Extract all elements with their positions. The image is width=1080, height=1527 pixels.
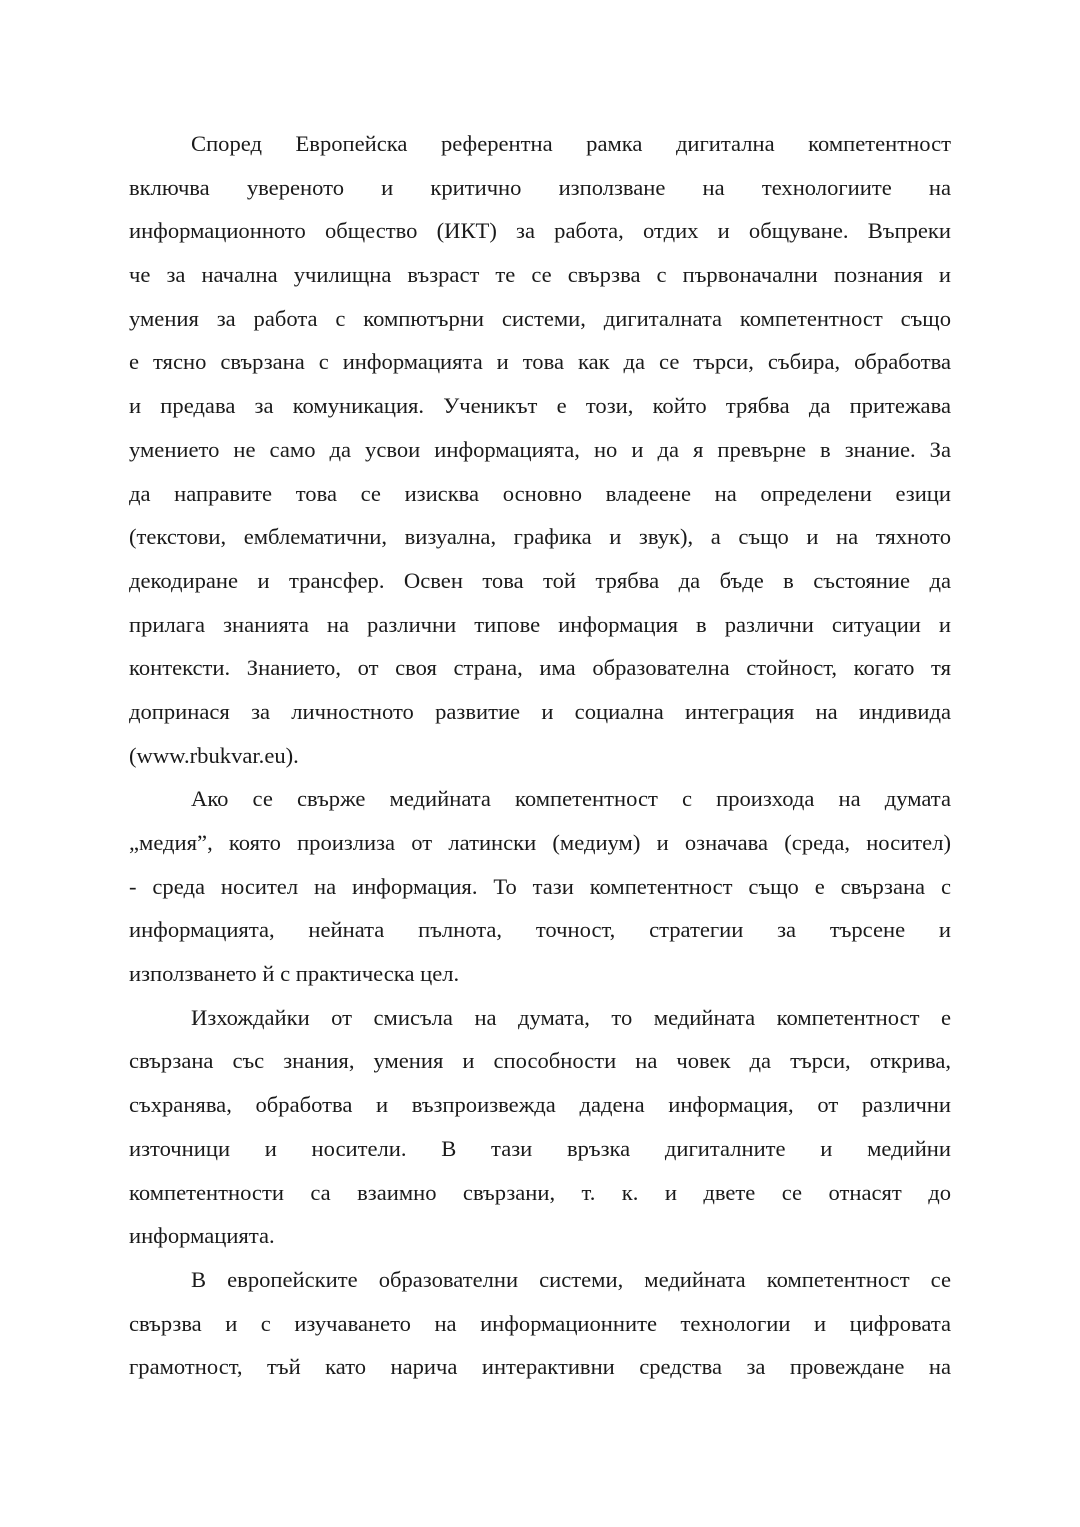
text-line: допринася за личностното развитие и социална интеграция на индивида: [129, 698, 951, 724]
text-line: „медия”, която произлиза от латински (медиум) и означава (среда, носител): [129, 830, 951, 855]
text-line: умения за работа с компютърни системи, дигиталната компетентност също: [129, 305, 951, 331]
text-line: че за начална училищна възраст те се свързва с първоначални познания и: [129, 262, 951, 288]
text-line: включва увереното и критично използване на технологиите на: [129, 174, 951, 200]
text-line: използването й с практическа цел.: [129, 961, 460, 987]
text-line: Ако се свърже медийната компетентност с произхода на думата: [191, 786, 951, 812]
text-line: информацията, нейната пълнота, точност, стратегии за търсене и: [129, 917, 951, 943]
text-line: съхранява, обработва и възпроизвежда дадена информация, от различни: [129, 1092, 951, 1118]
text-line: и предава за комуникация. Ученикът е този, който трябва да притежава: [129, 393, 951, 419]
text-line: да направите това се изисква основно владеене на определени езици: [129, 480, 951, 506]
paragraph: [129, 1258, 951, 1389]
text-line: информационното общество (ИКТ) за работа, отдих и общуване. Въпреки: [129, 218, 951, 244]
text-line: информацията.: [129, 1223, 275, 1249]
text-line: - среда носител на информация. То тази компетентност също е свързана с: [129, 873, 951, 899]
text-line: декодиране и трансфер. Освен това той трябва да бъде в състояние да: [129, 567, 951, 593]
text-line: Изхождайки от смисъла на думата, то медийната компетентност е: [191, 1004, 951, 1030]
text-line: е тясно свързана с информацията и това как да се търси, събира, обработва: [129, 349, 951, 375]
text-line: контексти. Знанието, от своя страна, има образователна стойност, когато тя: [129, 655, 951, 681]
text-line: прилага знанията на различни типове информация в различни ситуации и: [129, 611, 951, 637]
paragraph: [129, 996, 951, 1258]
text-line: умението не само да усвои информацията, но и да я превърне в знание. За: [129, 436, 951, 462]
text-line: компетентности са взаимно свързани, т. к. и двете се отнасят до: [129, 1179, 951, 1205]
text-line: Според Европейска референтна рамка дигитална компетентност: [191, 131, 951, 156]
text-line: свързана със знания, умения и способности на човек да търси, открива,: [129, 1048, 951, 1074]
text-line: грамотност, тъй като нарича интерактивни средства за провеждане на: [129, 1354, 951, 1380]
paragraph: [129, 777, 951, 995]
text-line: (текстови, емблематични, визуална, графика и звук), а също и на тяхното: [129, 524, 951, 550]
text-line: източници и носители. В тази връзка дигиталните и медийни: [129, 1135, 951, 1161]
text-line: свързва и с изучаването на информационните технологии и цифровата: [129, 1310, 951, 1336]
paragraph: [129, 122, 951, 777]
text-line: (www.rbukvar.eu).: [129, 742, 299, 768]
document-page: [129, 122, 951, 1389]
text-line: В европейските образователни системи, медийната компетентност се: [191, 1266, 951, 1292]
